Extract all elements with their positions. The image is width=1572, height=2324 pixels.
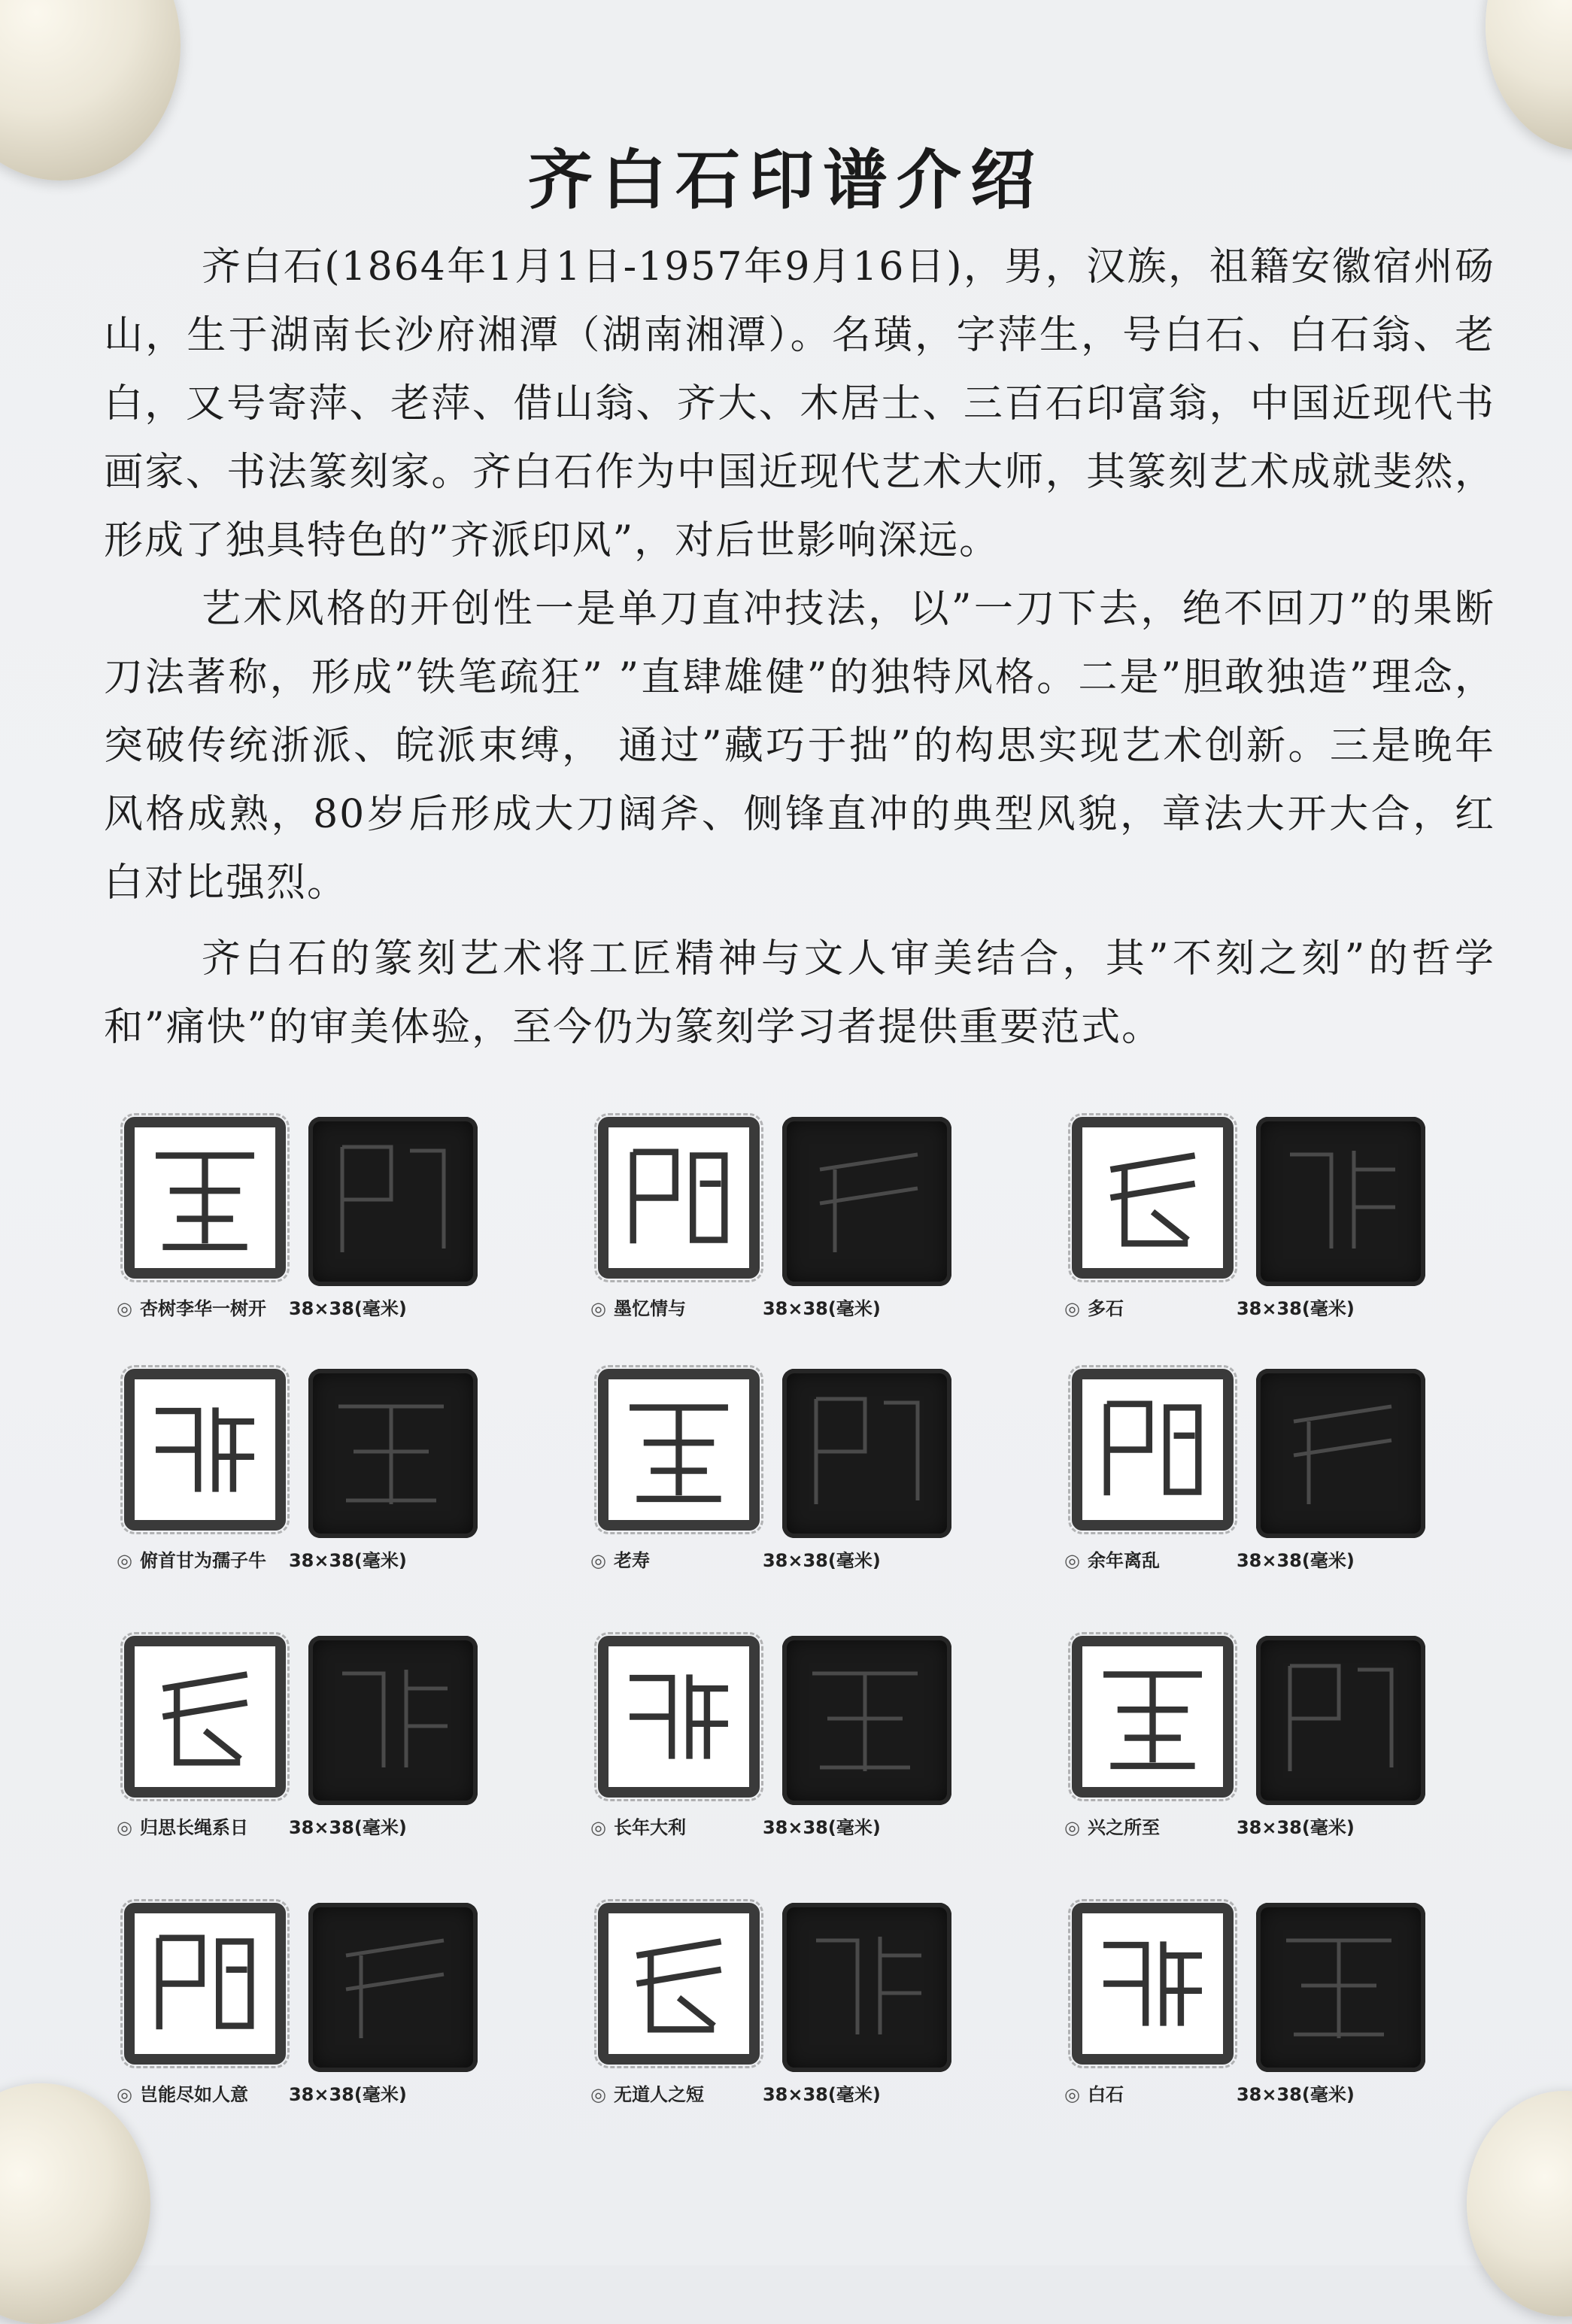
- seal-face-glyph: [782, 1903, 951, 2072]
- seal-stone-face: [1256, 1903, 1425, 2072]
- seal-size: 38×38(毫米): [288, 1298, 407, 1319]
- seal-impression: [598, 1369, 760, 1531]
- caption-bullet-icon: ◎: [1064, 1298, 1080, 1319]
- seal-size: 38×38(毫米): [762, 2084, 881, 2105]
- seal-impression: [124, 1903, 286, 2065]
- seal-face-glyph: [308, 1369, 478, 1538]
- caption-bullet-icon: ◎: [590, 1817, 606, 1838]
- caption-bullet-icon: ◎: [590, 1298, 606, 1319]
- seal-face-glyph: [308, 1117, 478, 1286]
- seal-size: 38×38(毫米): [762, 1817, 881, 1838]
- seal-name: 俯首甘为孺子牛: [139, 1550, 266, 1571]
- seal-item: [583, 1102, 989, 1343]
- seal-item: [1057, 1621, 1463, 1861]
- seal-name: 杏树李华一树开: [139, 1298, 266, 1319]
- seal-name: 多石: [1087, 1298, 1124, 1319]
- conclusion-paragraph: 齐白石的篆刻艺术将工匠精神与文人审美结合，其”不刻之刻”的哲学和”痛快”的审美体验，至今仍为篆刻学习者提供重要范式。: [104, 936, 1495, 1050]
- seal-name: 归思长绳系日: [139, 1817, 248, 1838]
- seal-size: 38×38(毫米): [288, 1550, 407, 1571]
- seal-face-glyph: [1256, 1369, 1425, 1538]
- seal-size: 38×38(毫米): [1236, 1550, 1355, 1571]
- seal-stone-face: [308, 1636, 478, 1805]
- seal-item: [1057, 1888, 1463, 2128]
- seal-impression-glyph: [608, 1127, 749, 1268]
- seal-impression-glyph: [1082, 1379, 1223, 1520]
- seal-name: 无道人之短: [613, 2084, 704, 2105]
- seal-impression: [124, 1369, 286, 1531]
- seal-name: 岂能尽如人意: [139, 2084, 248, 2105]
- seal-stone-face: [308, 1117, 478, 1286]
- seal-name: 墨忆情与: [613, 1298, 686, 1319]
- seal-item: [109, 1888, 515, 2128]
- seal-stone-face: [782, 1903, 951, 2072]
- seal-name: 余年离乱: [1087, 1550, 1160, 1571]
- seal-size: 38×38(毫米): [1236, 1817, 1355, 1838]
- seal-impression-glyph: [608, 1646, 749, 1787]
- caption-bullet-icon: ◎: [590, 1550, 606, 1571]
- seal-name: 长年大利: [613, 1817, 686, 1838]
- seal-face-glyph: [1256, 1903, 1425, 2072]
- seal-size: 38×38(毫米): [288, 2084, 407, 2105]
- seal-caption: [1064, 1294, 1455, 1320]
- seal-face-glyph: [782, 1369, 951, 1538]
- seal-impression: [124, 1636, 286, 1798]
- seal-stone-face: [1256, 1117, 1425, 1286]
- seal-name: 白石: [1087, 2084, 1124, 2105]
- seal-stone-face: [782, 1636, 951, 1805]
- seal-impression-glyph: [135, 1913, 275, 2054]
- intro-paragraph: 齐白石(1864年1月1日-1957年9月16日)，男，汉族，祖籍安徽宿州砀山，生于湖南长沙府湘潭（湖南湘潭）。名璜，字萍生，号白石、白石翁、老白，又号寄萍、老萍、借山翁、齐大、木居士、三百石印富翁，中国近现代书画家、书法篆刻家。齐白石作为中国近现代艺术大师，其篆刻艺术成就斐然，形成了独具特色的”齐派印风”，对后世影响深远。: [104, 244, 1495, 563]
- seal-face-glyph: [1256, 1117, 1425, 1286]
- caption-bullet-icon: ◎: [1064, 1550, 1080, 1571]
- page-title: 齐白石印谱介绍: [528, 142, 1044, 218]
- seal-impression-glyph: [135, 1127, 275, 1268]
- seal-stone-face: [308, 1903, 478, 2072]
- seal-name: 老寿: [613, 1550, 650, 1571]
- seal-item: [583, 1888, 989, 2128]
- caption-bullet-icon: ◎: [117, 1550, 132, 1571]
- seal-stone-face: [782, 1117, 951, 1286]
- seal-impression: [598, 1636, 760, 1798]
- seal-item: [109, 1102, 515, 1343]
- seal-face-glyph: [782, 1117, 951, 1286]
- seal-impression: [1072, 1369, 1234, 1531]
- seal-name: 兴之所至: [1087, 1817, 1160, 1838]
- caption-bullet-icon: ◎: [117, 1817, 132, 1838]
- seal-caption: [117, 1546, 508, 1572]
- seal-caption: [1064, 1813, 1455, 1839]
- caption-bullet-icon: ◎: [117, 1298, 132, 1319]
- seal-caption: [590, 1813, 982, 1839]
- seal-stone-face: [1256, 1369, 1425, 1538]
- seal-face-glyph: [782, 1636, 951, 1805]
- seal-item: [109, 1621, 515, 1861]
- seal-impression-glyph: [135, 1379, 275, 1520]
- caption-bullet-icon: ◎: [1064, 1817, 1080, 1838]
- caption-bullet-icon: ◎: [1064, 2084, 1080, 2105]
- seal-item: [1057, 1354, 1463, 1594]
- style-paragraph: 艺术风格的开创性一是单刀直冲技法，以”一刀下去，绝不回刀”的果断刀法著称，形成”铁笔疏狂” ”直肆雄健”的独特风格。二是”胆敢独造”理念，突破传统浙派、皖派束缚， 通过”藏巧于拙”的构思实现艺术创新。三是晚年风格成熟，80岁后形成大刀阔斧、侧锋直冲的典型风貌，章法大开大合，红白对比强烈。: [104, 587, 1495, 906]
- seal-caption: [117, 1813, 508, 1839]
- caption-bullet-icon: ◎: [117, 2084, 132, 2105]
- seal-impression-glyph: [135, 1646, 275, 1787]
- seal-caption: [590, 2080, 982, 2106]
- seal-size: 38×38(毫米): [288, 1817, 407, 1838]
- seal-size: 38×38(毫米): [762, 1298, 881, 1319]
- seal-impression: [1072, 1903, 1234, 2065]
- seal-caption: [117, 2080, 508, 2106]
- caption-bullet-icon: ◎: [590, 2084, 606, 2105]
- seal-impression: [598, 1117, 760, 1279]
- seal-item: [109, 1354, 515, 1594]
- seal-size: 38×38(毫米): [1236, 1298, 1355, 1319]
- seal-impression: [1072, 1636, 1234, 1798]
- seal-caption: [590, 1294, 982, 1320]
- seal-item: [1057, 1102, 1463, 1343]
- seal-impression: [598, 1903, 760, 2065]
- seal-caption: [590, 1546, 982, 1572]
- seal-impression-glyph: [1082, 1127, 1223, 1268]
- seal-size: 38×38(毫米): [1236, 2084, 1355, 2105]
- seal-face-glyph: [308, 1636, 478, 1805]
- seal-impression-glyph: [608, 1379, 749, 1520]
- seal-stone-face: [308, 1369, 478, 1538]
- seal-face-glyph: [1256, 1636, 1425, 1805]
- seal-impression: [124, 1117, 286, 1279]
- seal-impression-glyph: [608, 1913, 749, 2054]
- seal-impression-glyph: [1082, 1646, 1223, 1787]
- seal-impression-glyph: [1082, 1913, 1223, 2054]
- seal-stone-face: [1256, 1636, 1425, 1805]
- seal-caption: [117, 1294, 508, 1320]
- seal-size: 38×38(毫米): [762, 1550, 881, 1571]
- seal-caption: [1064, 1546, 1455, 1572]
- seal-item: [583, 1354, 989, 1594]
- seal-caption: [1064, 2080, 1455, 2106]
- seal-item: [583, 1621, 989, 1861]
- seal-face-glyph: [308, 1903, 478, 2072]
- seal-impression: [1072, 1117, 1234, 1279]
- seal-stone-face: [782, 1369, 951, 1538]
